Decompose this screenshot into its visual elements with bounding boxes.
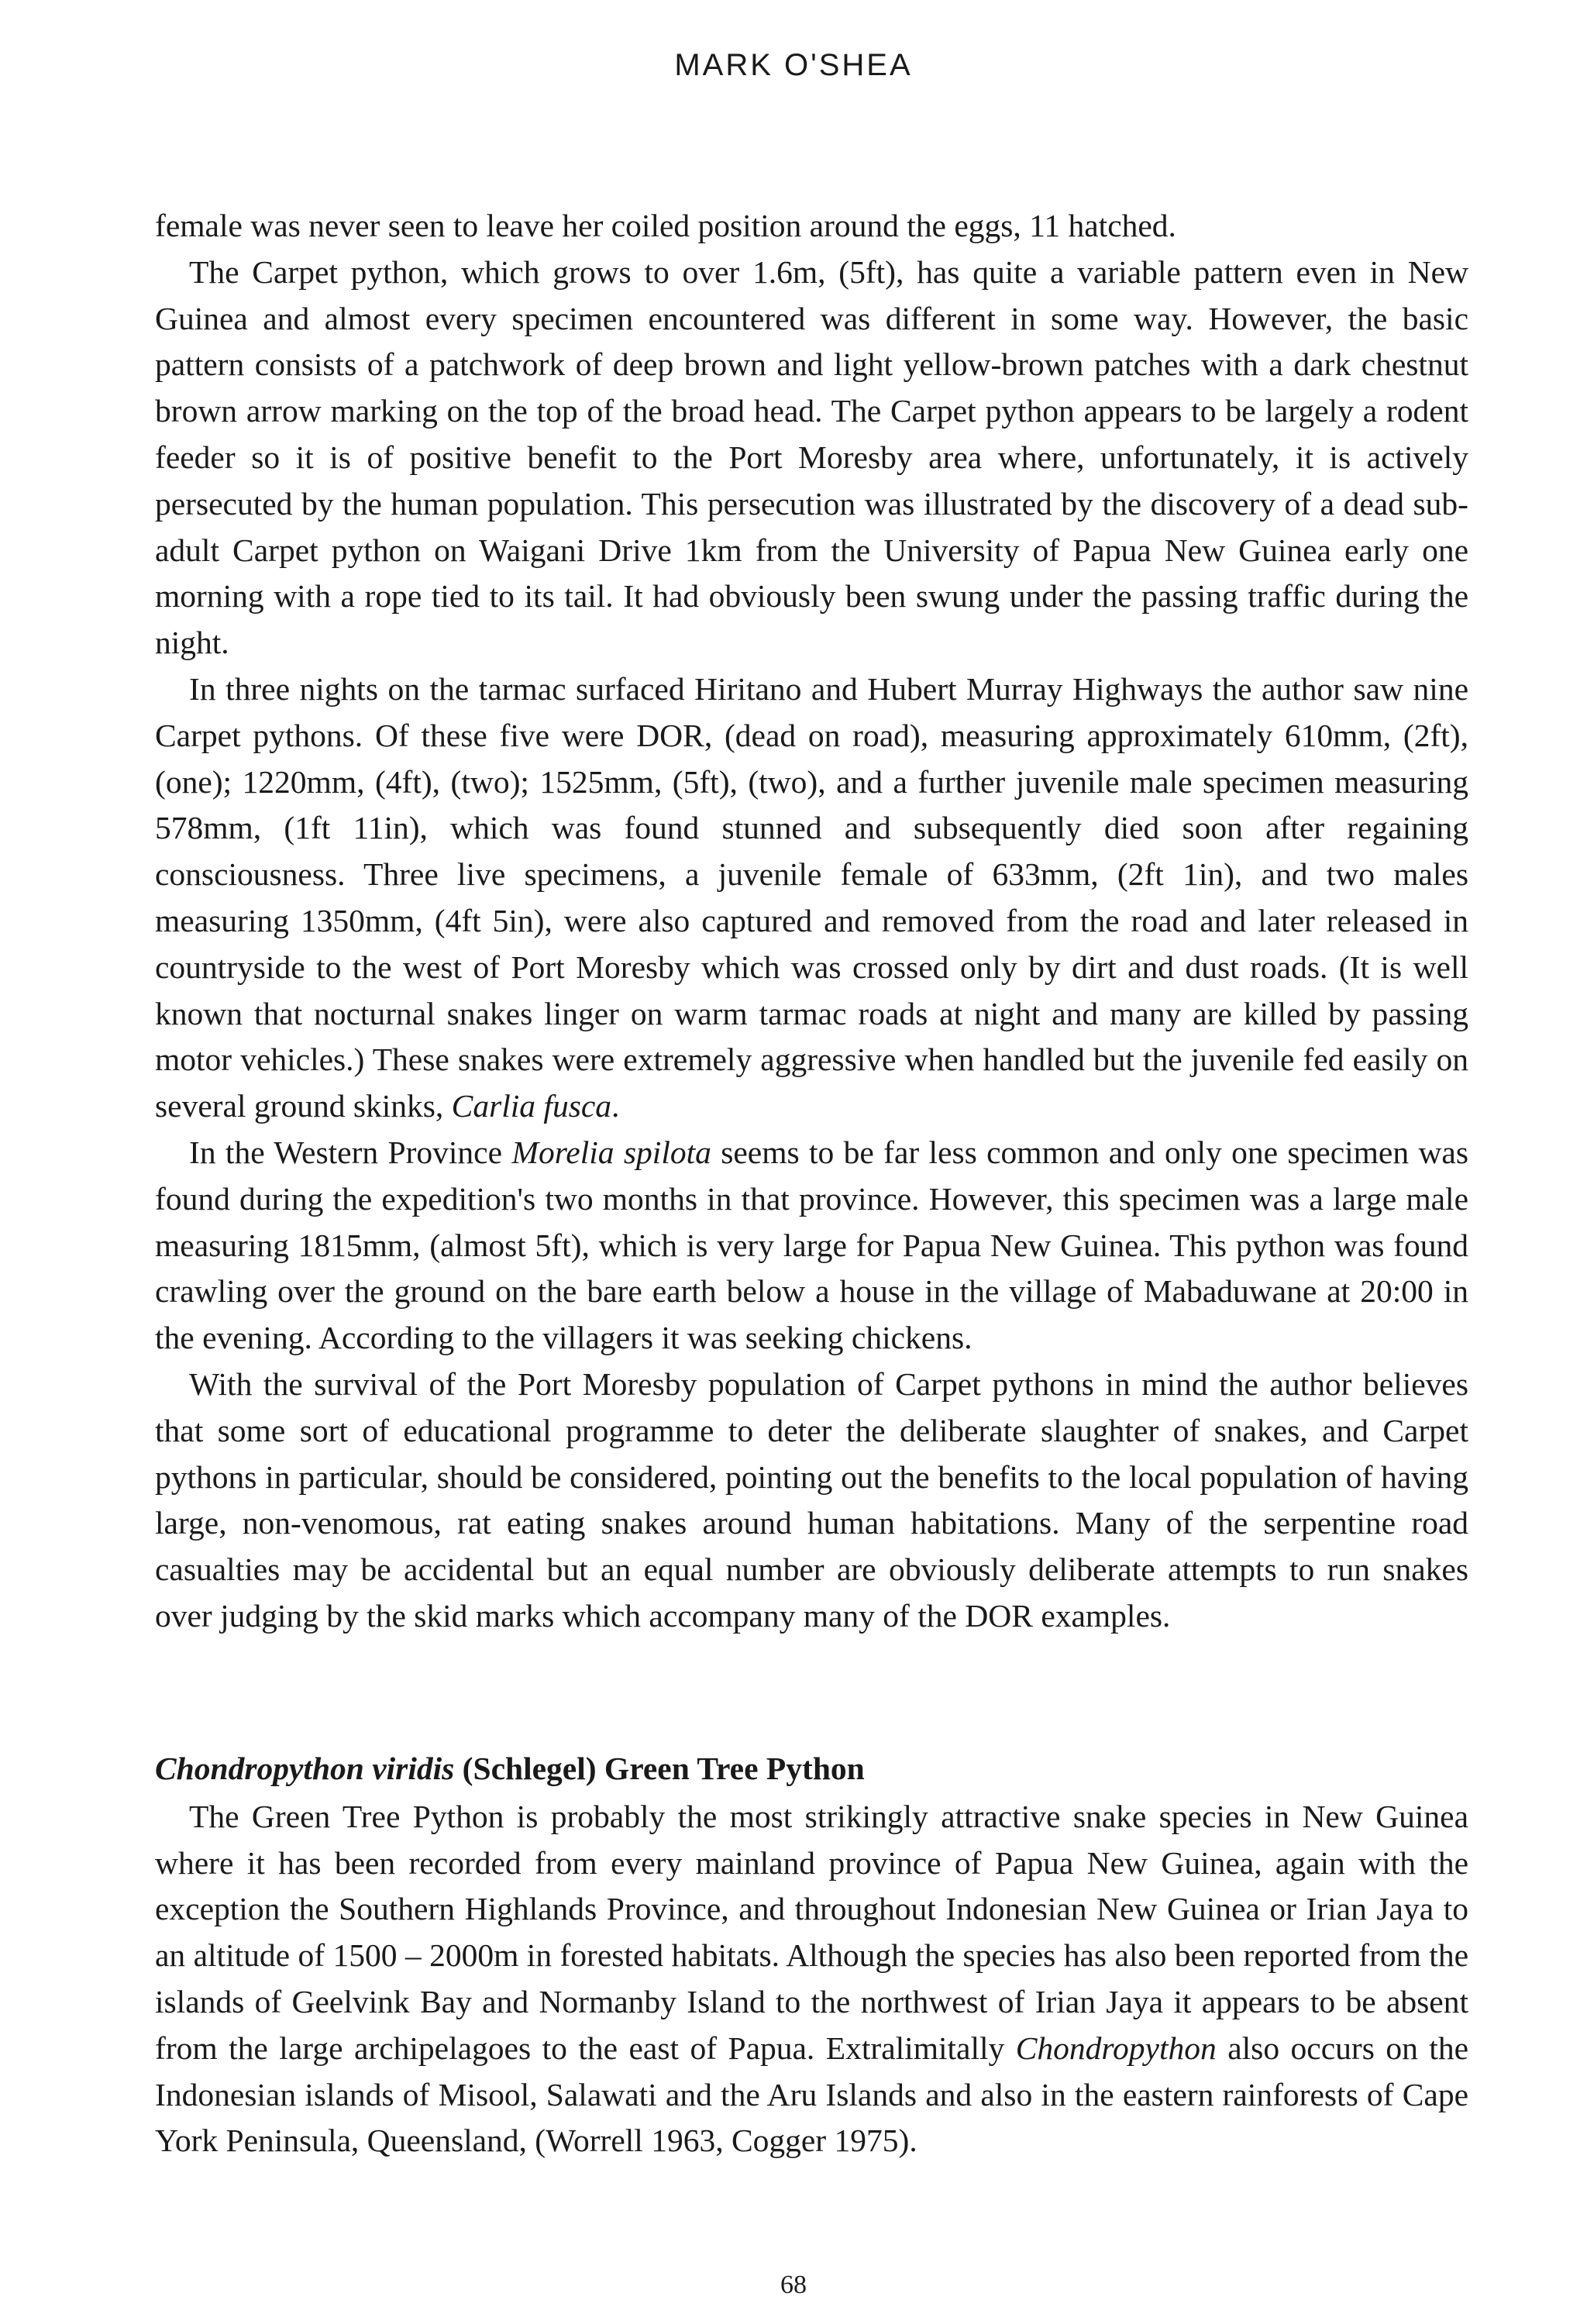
main-body-text: [155, 203, 1468, 1640]
section-paragraph: [155, 1794, 1468, 2164]
paragraph-1-text: female was never seen to leave her coiled position around the eggs, 11 hatched.: [155, 208, 1176, 243]
genus-name-chondropython: Chondropython: [1015, 2030, 1217, 2066]
species-name-morelia-spilota: Morelia spilota: [511, 1134, 711, 1170]
paragraph-3-text: In three nights on the tarmac surfaced Hiritano and Hubert Murray Highways the author saw nine Carpet pythons. Of these five were DOR, (dead on road), measuring approximately 610mm, (2ft), (one); 1220mm, (4ft), (two); 1525mm, (5ft), (two), and a further juvenile male specimen measuring 578mm, (1ft 11in), which was found stunned and subsequently died soon after regaining consciousness. Three live specimens, a juvenile female of 633mm, (2ft 1in), and two males measuring 1350mm, (4ft 5in), were also captured and removed from the road and later released in countryside to the west of Port Moresby which was crossed only by dirt and dust roads. (It is well known that nocturnal snakes linger on warm tarmac roads at night and many are killed by passing motor vehicles.) These snakes were extremely aggressive when handled but the juvenile fed easily on several ground skinks,: [155, 670, 1468, 1124]
running-head: MARK O'SHEA: [674, 48, 913, 82]
section-paragraph-start: The Green Tree Python is probably the most strikingly attractive snake species in New Guinea where it has been recorded from every mainland province of Papua New Guinea, again with the exception the Southern Highlands Province, and throughout Indonesian New Guinea or Irian Jaya to an altitude of 1500 – 2000m in forested habitats. Although the species has also been reported from the islands of Geelvink Bay and Normanby Island to the northwest of Irian Jaya it appears to be absent from the large archipelagoes to the east of Papua. Extralimitally: [155, 1798, 1468, 2066]
paragraph-5: [155, 1362, 1468, 1640]
paragraph-3-end: .: [611, 1088, 620, 1124]
section-paragraph-end: also occurs on the Indonesian islands of Misool, Salawati and the Aru Islands and also in the eastern rainforests of Cape York Peninsula, Queensland, (Worrell 1963, Cogger 1975).: [155, 2030, 1468, 2159]
paragraph-2-text: The Carpet python, which grows to over 1.6m, (5ft), has quite a variable pattern even in New Guinea and almost every specimen encountered was different in some way. However, the basic pattern consists of a patchwork of deep brown and light yellow-brown patches with a dark chestnut brown arrow marking on the top of the broad head. The Carpet python appears to be largely a rodent feeder so it is of positive benefit to the Port Moresby area where, unfortunately, it is actively persecuted by the human population. This persecution was illustrated by the discovery of a dead sub-adult Carpet python on Waigani Drive 1km from the University of Papua New Guinea early one morning with a rope tied to its tail. It had obviously been swung under the passing traffic during the night.: [155, 253, 1468, 661]
paragraph-4-text: seems to be far less common and only one specimen was found during the expedition's two months in that province. However, this specimen was a large male measuring 1815mm, (almost 5ft), which is very large for Papua New Guinea. This python was found crawling over the ground on the bare earth below a house in the village of Mabaduwane at 20:00 in the evening. According to the villagers it was seeking chickens.: [155, 1134, 1468, 1356]
paragraph-4-start: In the Western Province: [189, 1134, 512, 1170]
page-number: 68: [780, 2271, 807, 2299]
paragraph-4: [155, 1130, 1468, 1362]
section-heading-common-name: (Schlegel) Green Tree Python: [454, 1751, 865, 1786]
section-heading: [155, 1746, 1468, 1792]
paragraph-1: [155, 203, 1468, 250]
species-name-carlia-fusca: Carlia fusca: [451, 1088, 612, 1124]
paragraph-2: [155, 250, 1468, 666]
green-tree-python-section: [155, 1746, 1468, 2164]
paragraph-5-text: With the survival of the Port Moresby population of Carpet pythons in mind the author believes that some sort of educational programme to deter the deliberate slaughter of snakes, and Carpet pythons in particular, should be considered, pointing out the benefits to the local population of having large, non-venomous, rat eating snakes around human habitations. Many of the serpentine road casualties may be accidental but an equal number are obviously deliberate attempts to run snakes over judging by the skid marks which accompany many of the DOR examples.: [155, 1365, 1468, 1634]
section-heading-species: Chondropython viridis: [155, 1751, 455, 1786]
paragraph-3: [155, 666, 1468, 1130]
